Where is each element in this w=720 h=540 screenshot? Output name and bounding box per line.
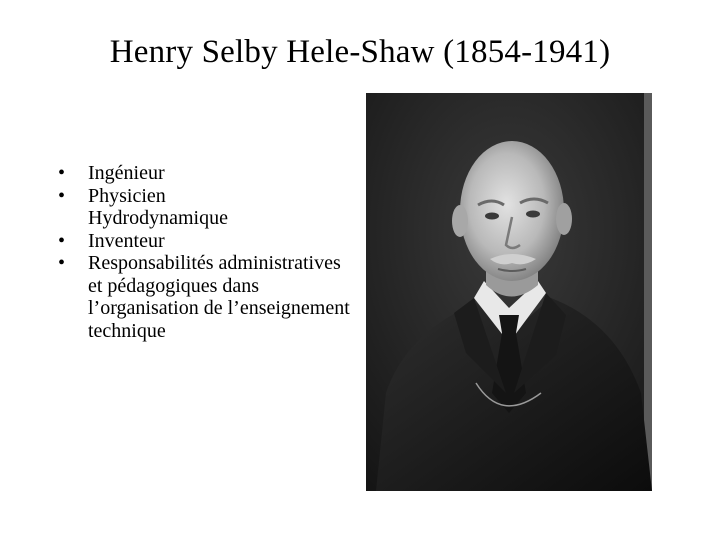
bullet-icon: • [58, 184, 66, 207]
bullet-label: Responsabilités administratives et pédagogiques dans l’organisation de l’enseignement technique [88, 252, 350, 342]
bullet-icon: • [58, 162, 66, 184]
portrait-photo [366, 93, 652, 491]
bullet-label: Ingénieur [88, 162, 165, 184]
list-item [58, 185, 358, 230]
bullet-icon: • [58, 252, 66, 274]
bullet-icon: • [58, 229, 66, 252]
bullet-sub-label: Hydrodynamique [88, 207, 228, 229]
list-item [58, 162, 358, 185]
slide-title: Henry Selby Hele-Shaw (1854-1941) [109, 34, 611, 70]
list-item [58, 252, 358, 342]
bullet-label: Physicien [88, 184, 166, 207]
list-item [58, 230, 358, 253]
portrait-icon [366, 93, 652, 491]
bullet-label: Inventeur [88, 229, 165, 252]
bullet-list [58, 162, 358, 342]
